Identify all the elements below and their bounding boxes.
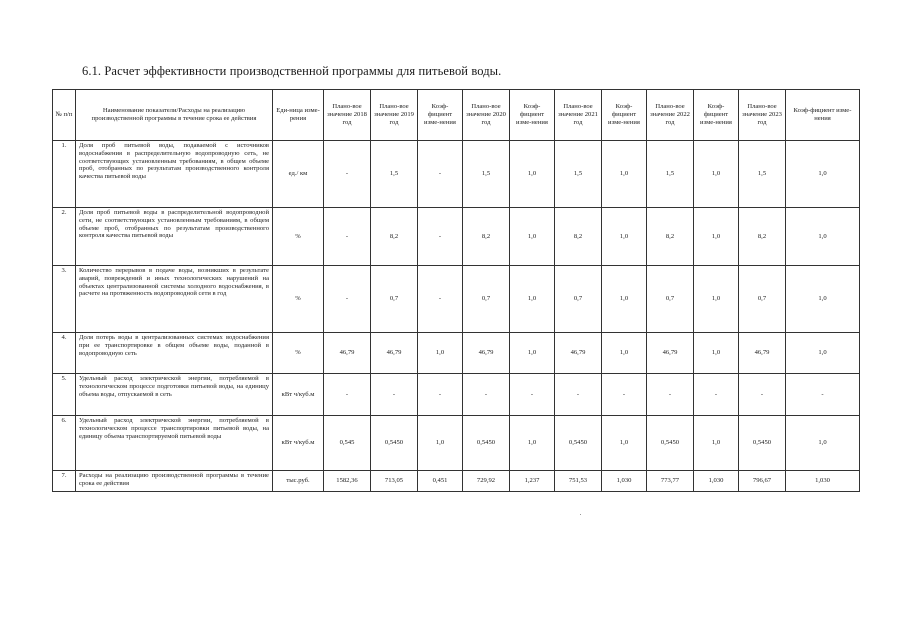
value-cell: 0,7 <box>463 266 510 333</box>
value-cell: - <box>324 266 371 333</box>
value-cell: - <box>739 374 786 416</box>
value-cell: 8,2 <box>555 208 602 266</box>
row-number: 5. <box>53 374 76 416</box>
value-cell: 1,5 <box>555 141 602 208</box>
row-number: 2. <box>53 208 76 266</box>
header-cell: Плано-вое значение 2018 год <box>324 90 371 141</box>
value-cell: 46,79 <box>324 333 371 374</box>
value-cell: 713,05 <box>371 471 418 492</box>
value-cell: - <box>418 141 463 208</box>
value-cell: 0,451 <box>418 471 463 492</box>
unit-cell: % <box>273 266 324 333</box>
header-cell: Коэф-фициент изме-нения <box>418 90 463 141</box>
indicator-name: Доля проб питьевой воды, подаваемой с источников водоснабжения в распределительную водопроводную сеть, не соответствующих установленным требованиям, в общем объеме проб, отобранных по результатам производственного контроля качества питьевой воды <box>76 141 273 208</box>
value-cell: - <box>555 374 602 416</box>
value-cell: 1,0 <box>510 208 555 266</box>
header-cell: Коэф-фициент изме-нения <box>602 90 647 141</box>
value-cell: 46,79 <box>739 333 786 374</box>
value-cell: - <box>371 374 418 416</box>
header-cell: Еди-ница изме-рения <box>273 90 324 141</box>
value-cell: 8,2 <box>371 208 418 266</box>
value-cell: 46,79 <box>647 333 694 374</box>
value-cell: - <box>463 374 510 416</box>
header-cell: Коэф-фициент изме-нения <box>786 90 860 141</box>
value-cell: 1582,36 <box>324 471 371 492</box>
value-cell: 46,79 <box>371 333 418 374</box>
value-cell: 1,0 <box>602 266 647 333</box>
row-number: 6. <box>53 416 76 471</box>
header-cell: Плано-вое значение 2023 год <box>739 90 786 141</box>
value-cell: 1,0 <box>786 208 860 266</box>
value-cell: - <box>324 374 371 416</box>
value-cell: 729,92 <box>463 471 510 492</box>
value-cell: 1,0 <box>786 266 860 333</box>
indicator-name: Расходы на реализацию производственной программы в течение срока ее действия <box>76 471 273 492</box>
header-cell: Плано-вое значение 2020 год <box>463 90 510 141</box>
value-cell: 1,030 <box>786 471 860 492</box>
indicator-name: Удельный расход электрической энергии, потребляемой в технологическом процессе транспортировки питьевой воды, на единицу объема транспортируемой питьевой воды <box>76 416 273 471</box>
value-cell: 1,0 <box>786 416 860 471</box>
unit-cell: % <box>273 333 324 374</box>
value-cell: - <box>324 208 371 266</box>
header-cell: Плано-вое значение 2019 год <box>371 90 418 141</box>
header-cell: Наименование показатели/Расходы на реализацию производственной программы в течение срока ее действия <box>76 90 273 141</box>
unit-cell: тыс.руб. <box>273 471 324 492</box>
row-number: 1. <box>53 141 76 208</box>
header-cell: Плано-вое значение 2021 год <box>555 90 602 141</box>
scan-speck <box>580 514 581 515</box>
value-cell: 8,2 <box>463 208 510 266</box>
value-cell: 1,0 <box>510 333 555 374</box>
value-cell: 1,0 <box>602 333 647 374</box>
value-cell: 46,79 <box>463 333 510 374</box>
table-row <box>53 374 860 416</box>
header-cell: № п/п <box>53 90 76 141</box>
value-cell: 1,0 <box>510 416 555 471</box>
value-cell: 0,5450 <box>555 416 602 471</box>
table-row <box>53 471 860 492</box>
header-cell: Плано-вое значение 2022 год <box>647 90 694 141</box>
value-cell: 1,0 <box>418 333 463 374</box>
value-cell: - <box>324 141 371 208</box>
row-number: 7. <box>53 471 76 492</box>
unit-cell: % <box>273 208 324 266</box>
value-cell: 1,0 <box>694 416 739 471</box>
value-cell: 1,0 <box>694 333 739 374</box>
value-cell: 1,030 <box>694 471 739 492</box>
value-cell: 1,0 <box>786 141 860 208</box>
value-cell: 751,53 <box>555 471 602 492</box>
value-cell: 1,0 <box>786 333 860 374</box>
table-header-row <box>53 90 860 141</box>
value-cell: 0,7 <box>555 266 602 333</box>
efficiency-table <box>52 89 860 492</box>
value-cell: - <box>647 374 694 416</box>
value-cell: 1,5 <box>647 141 694 208</box>
value-cell: - <box>418 266 463 333</box>
table-row <box>53 141 860 208</box>
table-row <box>53 208 860 266</box>
row-number: 4. <box>53 333 76 374</box>
value-cell: 8,2 <box>647 208 694 266</box>
indicator-name: Доля проб питьевой воды в распределительной водопроводной сети, не соответствующих установленным требованиям, в общем объеме проб, отобранных по результатам производственного контроля качества питьевой воды <box>76 208 273 266</box>
indicator-name: Количество перерывов в подаче воды, возникших в результате аварий, повреждений и иных технологических нарушений на объектах централизованной системы холодного водоснабжения, в расчете на протяженность водопроводной сети в год <box>76 266 273 333</box>
value-cell: 0,5450 <box>647 416 694 471</box>
table-row <box>53 416 860 471</box>
value-cell: 0,5450 <box>463 416 510 471</box>
value-cell: 1,0 <box>694 266 739 333</box>
value-cell: 1,030 <box>602 471 647 492</box>
value-cell: 1,0 <box>510 141 555 208</box>
value-cell: 1,5 <box>739 141 786 208</box>
unit-cell: кВт ч/куб.м <box>273 416 324 471</box>
value-cell: 773,77 <box>647 471 694 492</box>
value-cell: 1,0 <box>694 141 739 208</box>
value-cell: - <box>786 374 860 416</box>
value-cell: 1,0 <box>510 266 555 333</box>
table-row <box>53 266 860 333</box>
value-cell: - <box>602 374 647 416</box>
row-number: 3. <box>53 266 76 333</box>
value-cell: 0,5450 <box>739 416 786 471</box>
value-cell: - <box>694 374 739 416</box>
header-cell: Коэф-фициент изме-нения <box>510 90 555 141</box>
value-cell: 0,545 <box>324 416 371 471</box>
value-cell: 1,5 <box>371 141 418 208</box>
table-row <box>53 333 860 374</box>
value-cell: 796,67 <box>739 471 786 492</box>
value-cell: 46,79 <box>555 333 602 374</box>
value-cell: 1,237 <box>510 471 555 492</box>
value-cell: 1,0 <box>602 141 647 208</box>
value-cell: - <box>510 374 555 416</box>
header-cell: Коэф-фициент изме-нения <box>694 90 739 141</box>
value-cell: 0,7 <box>739 266 786 333</box>
value-cell: - <box>418 208 463 266</box>
value-cell: - <box>418 374 463 416</box>
value-cell: 8,2 <box>739 208 786 266</box>
indicator-name: Удельный расход электрической энергии, потребляемой в технологическом процессе подготовки питьевой воды, на единицу объема воды, отпускаемой в сеть <box>76 374 273 416</box>
indicator-name: Доля потерь воды в централизованных системах водоснабжения при ее транспортировке в общем объеме воды, поданной в водопроводную сеть <box>76 333 273 374</box>
page-title: 6.1. Расчет эффективности производственной программы для питьевой воды. <box>82 64 502 78</box>
unit-cell: ед./ км <box>273 141 324 208</box>
value-cell: 1,0 <box>418 416 463 471</box>
value-cell: 1,5 <box>463 141 510 208</box>
value-cell: 1,0 <box>602 208 647 266</box>
value-cell: 0,7 <box>371 266 418 333</box>
value-cell: 1,0 <box>694 208 739 266</box>
value-cell: 1,0 <box>602 416 647 471</box>
value-cell: 0,7 <box>647 266 694 333</box>
value-cell: 0,5450 <box>371 416 418 471</box>
unit-cell: кВт ч/куб.м <box>273 374 324 416</box>
